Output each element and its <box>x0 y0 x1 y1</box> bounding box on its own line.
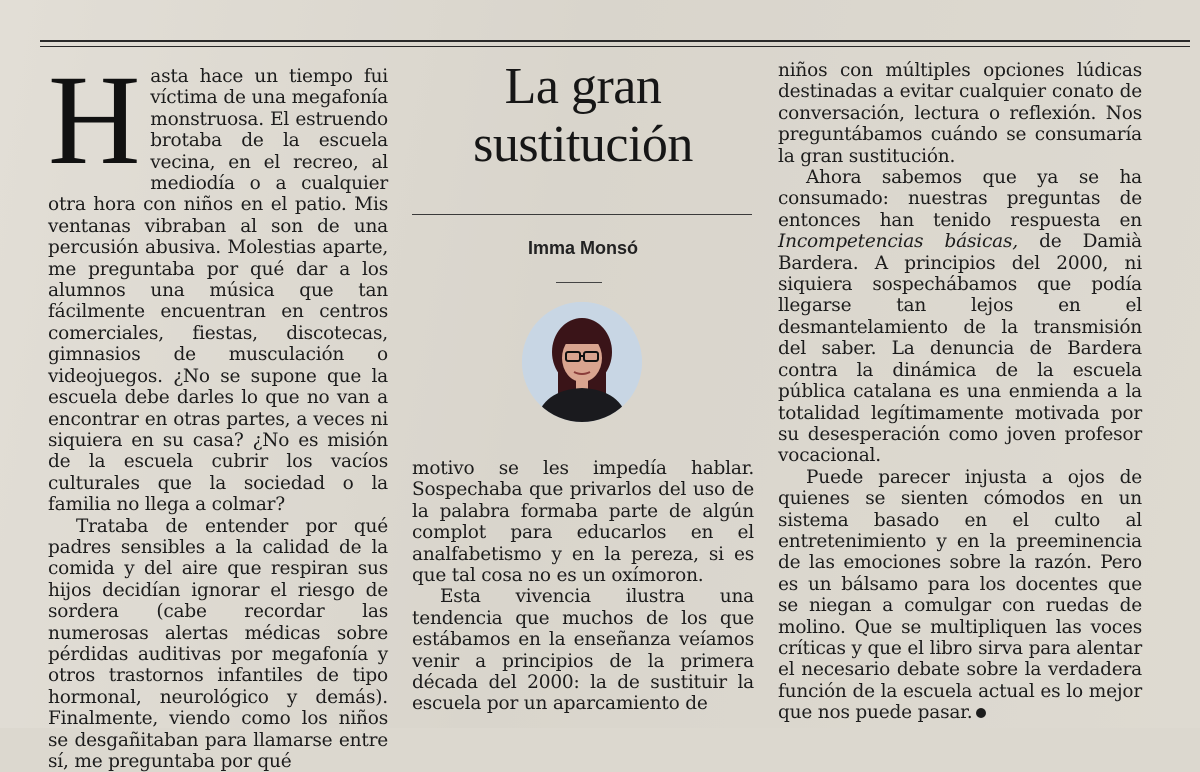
opening-text: asta hace un tiempo fui víctima de una megafonía monstruosa. El estruendo brotaba de la escuela vecina, en el recreo, al mediodía o a cualquier otra hora con niños en el patio. Mis ventanas vibraban al son de una percusión abusiva. Molestias aparte, me preguntaba por qué dar a los alumnos una música que tan fácilmente encuentran en centros comerciales, fiestas, discotecas, gimnasios de musculación o videojuegos. ¿No se supone que la escuela debe darles lo que no van a encontrar en otras partes, a veces ni siquiera en su casa? ¿No es misión de la escuela cubrir los vacíos culturales que la sociedad o la familia no llega a colmar? <box>48 66 388 516</box>
paragraph-5: niños con múltiples opciones lúdicas destinadas a evitar cualquier conato de conversación, lectura o reflexión. Nos preguntábamos cuándo se consumaría la gran sustitución. <box>778 60 1142 167</box>
paragraph-7-text: Puede parecer injusta a ojos de quienes se sienten cómodos en un sistema basado en el culto al entretenimiento y en la preeminencia de las emociones sobre la razón. Pero es un bálsamo para los docentes que se niegan a comulgar con ruedas de molino. Que se multipliquen las voces críticas y que el libro sirva para alentar el necesario debate sobre la verdadera función de la escuela actual es lo mejor que nos puede pasar. <box>778 466 1142 724</box>
column-middle <box>412 458 754 715</box>
paragraph-2: Trataba de entender por qué padres sensibles a la calidad de la comida y del aire que respiran sus hijos decidían ignorar el riesgo de sordera (cabe recordar las numerosas alertas médicas sobre pérdidas auditivas por megafonía y otros trastornos infantiles de tipo hormonal, neurológico y demás). Finalmente, viendo como los niños se desgañitaban para llamarse entre sí, me preguntaba por qué <box>48 515 388 772</box>
paragraph-7 <box>778 467 1142 724</box>
column-left <box>48 49 388 772</box>
paragraph-6-start: Ahora sabemos que ya se ha consumado: nuestras preguntas de entonces han tenido respuesta en <box>778 167 1142 231</box>
drop-cap: H <box>48 49 141 191</box>
headline <box>412 58 754 174</box>
headline-rule <box>412 214 752 215</box>
byline-rule <box>556 282 602 283</box>
author-portrait-illustration <box>522 302 642 422</box>
headline-line-2: sustitución <box>473 116 693 173</box>
paragraph-3: motivo se les impedía hablar. Sospechaba que privarlos del uso de la palabra formaba parte de algún complot para educarlos en el analfabetismo y en la pereza, si es que tal cosa no es un oxímoron. <box>412 458 754 587</box>
book-title: Incompetencias básicas, <box>778 231 1018 253</box>
top-rule <box>40 40 1190 42</box>
top-rule-thin <box>40 46 1190 47</box>
end-mark-icon <box>976 708 986 718</box>
headline-line-1: La gran <box>504 58 662 115</box>
paragraph-4: Esta vivencia ilustra una tendencia que muchos de los que estábamos en la enseñanza veíamos venir a principios de la primera década del 2000: la de sustituir la escuela por un aparcamiento de <box>412 586 754 715</box>
author-byline: Imma Monsó <box>527 238 638 258</box>
paragraph-6 <box>778 167 1142 467</box>
column-right <box>778 60 1142 724</box>
opening-paragraph <box>48 49 388 516</box>
paragraph-6-end: de Damià Bardera. A principios del 2000, ni siquiera sospechábamos que podía llegarse tan lejos en el desmantelamiento de la transmisión del saber. La denuncia de Bardera contra la dinámica de la escuela pública catalana es una enmienda a la totalidad legítimamente motivada por su desesperación como joven profesor vocacional. <box>778 231 1142 467</box>
author-photo <box>522 302 642 422</box>
